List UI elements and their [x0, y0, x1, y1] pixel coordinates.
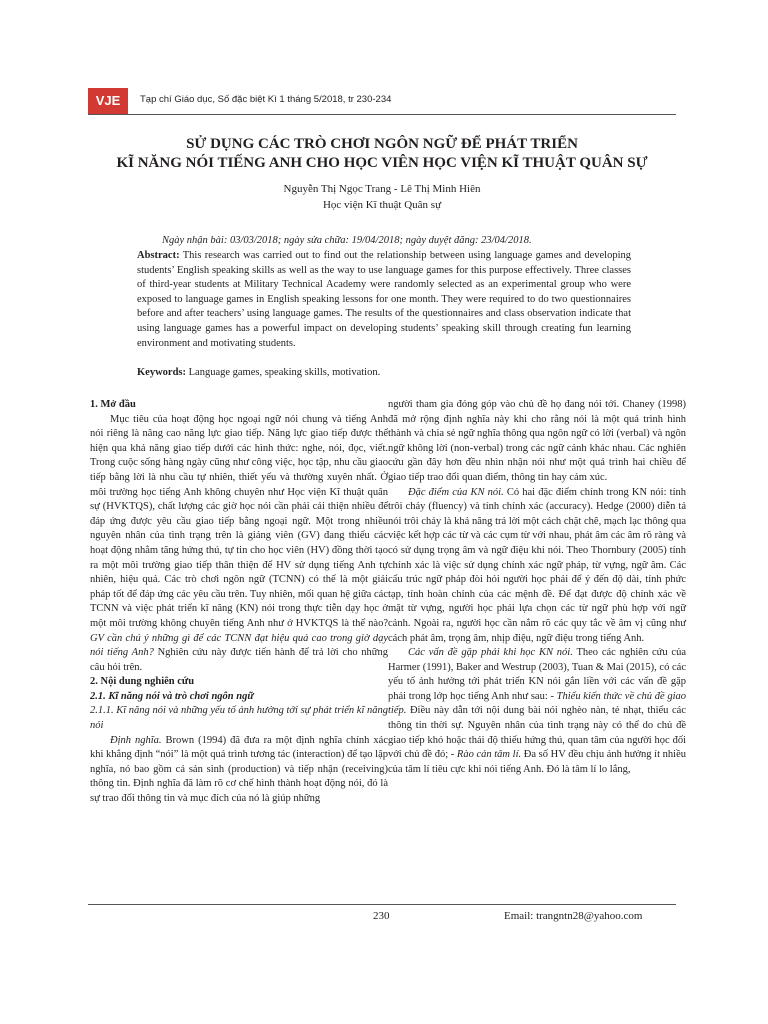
body-column-right [388, 398, 686, 777]
paragraph: người tham gia đóng góp vào chủ đề họ đang nói tới. Chaney (1998) đã mở rộng định nghĩa này khi cho rằng nói là một quá trình hình thành và chia sẻ ngữ nghĩa thông qua ngôn ngữ có lời (verbal) và ngôn ngữ không lời (non-verbal) trong các ngữ cảnh khác nhau. Các nghiên cứu gần đây hơn đều nhìn nhận nói như một quá trình hai chiều để giao tiếp trao đổi quan điểm, thông tin hay cảm xúc. [388, 399, 686, 483]
body-column-left [90, 398, 388, 807]
journal-logo: VJE [88, 88, 128, 114]
journal-citation: Tạp chí Giáo dục, Số đặc biệt Kì 1 tháng 5/2018, tr 230-234 [140, 94, 392, 105]
section-heading-introduction: 1. Mở đầu [90, 399, 136, 410]
paragraph-text: Điều này dẫn tới nội dung bài nói nghèo nàn, tẻ nhạt, thiếu các thông tin thời sự. Nguyên nhân của tình trạng này có thể do chủ đề giao tiếp khó hoặc thái độ thiếu hứng thú, quan tâm của người học đối với chủ đề đó; - [388, 705, 686, 761]
abstract-label: Abstract: [137, 250, 180, 261]
paragraph [388, 486, 686, 647]
paragraph [388, 646, 686, 777]
paragraph-lead: Các vấn đề gặp phải khi học KN nói. [408, 647, 573, 659]
paragraph-text: Mục tiêu của hoạt động học ngoại ngữ nói chung và tiếng Anh nói riêng là nâng cao năng lực giao tiếp. Năng lực giao tiếp được thể hiện qua khả năng giao tiếp dưới các hình thức: nghe, nói, đọc, viết. Trong cuộc sống hàng ngày cũng như công việc, học tập, nhu cầu giao tiếp bằng lời là nhu cầu tự nhiên, thiết yếu và thường xuyên nhất. Ở môi trường học tiếng Anh không chuyên như Học viện Kĩ thuật quân sự (HVKTQS), chất lượng các giờ học nói cần phải cải thiện nhiều để đáp ứng được yêu cầu giao tiếp bằng ngoại ngữ. Một trong nhiều nguyên nhân của tình trạng trên là giảng viên (GV) đang thiếu các hoạt động nhằm tăng hứng thú, tự tin cho học viên (HV) đồng thời tạo ra một môi trường giao tiếp thân thiện để HV sử dụng tiếng Anh tự nhiên, hiệu quả. Các trò chơi ngôn ngữ (TCNN) có thể là một giải pháp tốt để đáp ứng các yêu cầu trên. Tuy nhiên, mối quan hệ giữa các TCNN và việc phát triển kĩ năng (KN) nói trong thực tiễn dạy học ở một môi trường không chuyên tiếng Anh như ở HVKTQS là thế nào? [90, 413, 388, 629]
author-email: Email: trangntn28@yahoo.com [504, 910, 643, 922]
keywords-label: Keywords: [137, 367, 186, 378]
problem-item: Thiếu kiến thức về chủ đề giao tiếp. [388, 690, 686, 717]
article-authors: Nguyễn Thị Ngọc Trang - Lê Thị Minh Hiên [283, 183, 481, 195]
keywords-text: Language games, speaking skills, motivation. [186, 367, 381, 378]
header-divider [88, 114, 676, 115]
paragraph-text: Đa số HV đều chịu ảnh hưởng ít nhiều của tâm lí tiêu cực khi nói tiếng Anh. Đó là tâm lí lo lắng, [388, 749, 686, 775]
section-heading-content: 2. Nội dung nghiên cứu [90, 676, 195, 688]
footer-divider [88, 904, 676, 905]
page-number: 230 [373, 910, 390, 922]
paragraph-text: Theo các nghiên cứu của Harmer (1991), Baker and Westrup (2003), Tuan & Mai (2015), có các yếu tố ảnh hưởng tới phát triển KN nói gắn liền với các vấn đề gặp phải trong lớp học tiếng Anh như sau: - [388, 647, 686, 702]
author-affiliation: Học viện Kĩ thuật Quân sự [322, 199, 442, 211]
subsubsection-heading: 2.1.1. Kĩ năng nói và những yếu tố ảnh hưởng tới sự phát triển kĩ năng nói [90, 705, 388, 732]
subsection-heading: 2.1. Kĩ năng nói và trò chơi ngôn ngữ [90, 690, 254, 702]
paragraph [90, 413, 388, 676]
article-title-line-2: KĨ NĂNG NÓI TIẾNG ANH CHO HỌC VIÊN HỌC VIỆN KĨ THUẬT QUÂN SỰ [116, 155, 648, 171]
paragraph [90, 734, 388, 807]
research-question: GV cần chú ý những gì để các TCNN đạt hiệu quả cao trong giờ dạy nói tiếng Anh? [90, 632, 388, 659]
problem-item: Rào cản tâm lí. [456, 749, 522, 761]
paragraph-lead: Định nghĩa. [110, 734, 162, 746]
paragraph-lead: Đặc điểm của KN nói. [408, 486, 504, 498]
paragraph-text: Brown (1994) đã đưa ra một định nghĩa chính xác khi khẳng định “nói” là một quá trình tương tác (interaction) để tạo lập nghĩa, nó bao gồm cả sản sinh (production) và tiếp nhận (receiving) thông tin. Định nghĩa đã làm rõ cơ chế hình thành hoạt động nói, đó là sự trao đổi thông tin và mục đích của nó là giúp những [90, 734, 388, 805]
keywords [137, 366, 631, 381]
paragraph-text: Nghiên cứu này được tiến hành để trả lời cho những câu hỏi trên. [90, 647, 388, 673]
abstract-text: This research was carried out to find out the relationship between using language games and developing students’ English speaking skills as well as the way to use language games for this purpose effectively. Three classes of third-year students at Military Technical Academy were randomly selected as an experimental group who were exposed to language games in English speaking lessons for one month. They were required to do two questionnaires before and after teachers’ using language games. The results of the questionnaires and class observation indicate that using language games has a powerful impact on developing students’ speaking skill through creating fun learning environment and motivating students. [137, 250, 631, 349]
abstract [137, 249, 631, 351]
journal-header [88, 88, 676, 114]
paragraph-text: Có hai đặc điểm chính trong KN nói: tính trôi chảy (fluency) và tính chính xác (accuracy). Hedge (2000) diễn tả nói trôi chảy là khả năng trả lời một cách chặt chẽ, mạch lạc thông qua việc kết hợp các từ và các cụm từ với nhau, phát âm các âm rõ ràng và có sử dụng trọng âm và ngữ điệu khi nói. Theo Thornbury (2005) tính chính xác là việc sử dụng chính xác ngữ pháp, từ vựng, ngữ âm. Các cấu trúc ngữ pháp đòi hỏi người học phải để ý đến độ dài, tính phức tạp, tính hoàn chỉnh của các mệnh đề. Để đạt được độ chính xác về mặt từ vựng, người học phải lựa chọn các từ ngữ phù hợp với ngữ cảnh. Ngoài ra, người học cần nắm rõ các quy tắc về âm vị cũng như cách phát âm, trọng âm, nhịp điệu, ngữ điệu trong tiếng Anh. [388, 486, 686, 644]
article-title-line-1: SỬ DỤNG CÁC TRÒ CHƠI NGÔN NGỮ ĐỂ PHÁT TRIỂN [186, 136, 578, 152]
submission-dates: Ngày nhận bài: 03/03/2018; ngày sửa chữa: 19/04/2018; ngày duyệt đăng: 23/04/2018. [162, 235, 532, 246]
